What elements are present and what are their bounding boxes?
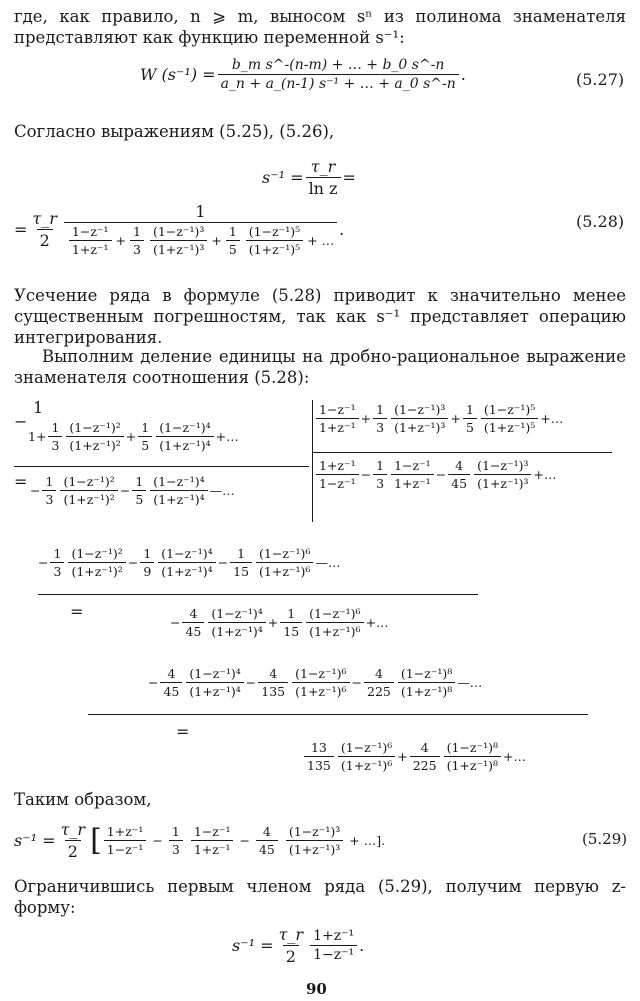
- div-frac-num: (1−z⁻¹)²: [71, 546, 123, 561]
- div-coef-den: 3: [48, 436, 62, 453]
- eq528-term3: [150, 224, 207, 257]
- div-plus: +: [125, 429, 137, 444]
- div-rule-2: [38, 594, 478, 595]
- div-r1-lead: 1+: [28, 429, 47, 444]
- eqfinal-lhs: s⁻¹ =: [232, 936, 274, 955]
- div-minus: −: [217, 555, 229, 570]
- div-frac-num: (1−z⁻¹)⁶: [340, 740, 393, 755]
- paragraph-thus: Таким образом,: [14, 790, 152, 809]
- eqfinal-period: .: [359, 936, 365, 955]
- div-frac-num: (1−z⁻¹)²: [63, 474, 115, 489]
- eq529-two: 2: [65, 840, 81, 861]
- div-coef-den: 45: [160, 682, 182, 699]
- div-plus: +: [397, 749, 408, 764]
- page-number: 90: [306, 980, 327, 998]
- equation-5-27: [140, 57, 466, 92]
- eq527-denominator: a_n + a_(n-1) s⁻¹ + … + a_0 s^-n: [218, 74, 459, 92]
- eqfinal-num: 1+z⁻¹: [313, 928, 355, 944]
- div-coef-den: 3: [50, 562, 64, 579]
- div-coef-den: 3: [373, 418, 387, 435]
- div-coef: 1: [376, 402, 385, 417]
- eq528-p3-den: (1+z⁻¹)³: [150, 240, 207, 257]
- paragraph-first-z-form: Ограничившись первым членом ряда (5.29), получим первую z-форму:: [14, 877, 626, 917]
- div-coef: 1: [141, 420, 150, 435]
- eq528-tau-frac: [29, 209, 60, 250]
- eq529-coef: 4: [262, 824, 271, 839]
- div-coef-den: 135: [304, 756, 334, 773]
- div-frac-num: (1−z⁻¹)⁴: [189, 666, 241, 681]
- div-divisor: [314, 402, 563, 435]
- eq528-series: [64, 222, 337, 257]
- div-minus: −: [245, 675, 257, 690]
- div-coef: 13: [310, 740, 327, 755]
- div-dots: +…: [533, 467, 557, 482]
- div-plus: +: [267, 615, 279, 630]
- div-coef: 4: [167, 666, 176, 681]
- div-coef: 4: [455, 458, 464, 473]
- div-coef: 1: [287, 606, 296, 621]
- div-frac-den: (1+z⁻¹)⁶: [256, 562, 313, 579]
- eq529-lhs: s⁻¹ =: [14, 831, 56, 850]
- eq528-dots: + …: [307, 233, 335, 248]
- div-divisor-bar: [312, 400, 313, 522]
- eq528-coef5: $\frac{1}{5}$: [226, 224, 240, 257]
- eq529-p3-num: (1−z⁻¹)³: [288, 824, 341, 839]
- div-coef-den: 15: [230, 562, 252, 579]
- div-dots: —…: [315, 555, 341, 570]
- eq528-coef3: $\frac{1}{3}$: [130, 224, 144, 257]
- div-frac-den: 1+z⁻¹: [316, 418, 359, 435]
- div-frac-num: (1−z⁻¹)⁴: [153, 474, 205, 489]
- eq528-tau: τ_r: [32, 209, 57, 228]
- div-coef-den: 3: [373, 474, 387, 491]
- div-minus: −: [38, 555, 49, 570]
- div-row2: [30, 474, 235, 507]
- eq528-one: 1: [195, 202, 206, 221]
- div-minus: −: [148, 675, 159, 690]
- div-frac-den: (1+z⁻¹)⁴: [158, 562, 215, 579]
- equation-5-29: [14, 820, 385, 861]
- eq528-equals: =: [14, 220, 28, 239]
- div-frac-den: (1+z⁻¹)⁵: [481, 418, 538, 435]
- div-coef: 1: [53, 546, 62, 561]
- eq529-t1-den: 1−z⁻¹: [104, 840, 147, 857]
- eq529-coef: 1: [171, 824, 180, 839]
- intro-text: где, как правило, n ⩾ m, выносом sⁿ из полинома знаменателя представляют как функцию переменной s⁻¹:: [14, 7, 626, 47]
- div-frac-den: 1−z⁻¹: [316, 474, 359, 491]
- eq529-left-bracket: [: [90, 822, 102, 858]
- eq527-numerator: b_m s^-(n-m) + … + b_0 s^-n: [231, 57, 445, 73]
- eq528top-numerator: τ_r: [310, 157, 336, 176]
- eq529-t2-den: 1+z⁻¹: [191, 840, 234, 857]
- div-coef: 1: [51, 420, 60, 435]
- div-dots: —…: [457, 675, 483, 690]
- div-frac-den: (1+z⁻¹)⁸: [398, 682, 455, 699]
- div-row4: [170, 606, 389, 639]
- paragraph-according: Согласно выражениям (5.25), (5.26),: [14, 122, 335, 141]
- eq528-term1: [69, 224, 112, 257]
- div-frac-num: (1−z⁻¹)⁸: [400, 666, 453, 681]
- div-coef-den: 225: [410, 756, 440, 773]
- div-frac-den: (1+z⁻¹)³: [391, 418, 448, 435]
- paragraph-division: Выполним деление единицы на дробно-рациональное выражение знаменателя соотношения (5.28):: [14, 347, 626, 387]
- eq527-label: (5.27): [576, 70, 625, 89]
- eq527-fraction: [218, 57, 459, 92]
- eq528-p3-num: (1−z⁻¹)³: [152, 224, 205, 239]
- eq529-label: (5.29): [582, 830, 628, 848]
- div-dots: +…: [365, 615, 389, 630]
- div-frac-den: (1+z⁻¹)⁴: [186, 682, 243, 699]
- div-frac-den: (1+z⁻¹)³: [474, 474, 531, 491]
- eq528-main-frac: [64, 202, 337, 257]
- div-dots: +…: [215, 429, 239, 444]
- div-coef: 1: [465, 402, 474, 417]
- eq528-term5: [246, 224, 303, 257]
- equation-final: [232, 925, 364, 966]
- div-frac-den: (1+z⁻¹)⁴: [150, 490, 207, 507]
- div-quotient: [314, 458, 556, 491]
- eq527-period: .: [460, 65, 466, 84]
- div-frac-den: (1+z⁻¹)²: [68, 562, 125, 579]
- div-minus: −: [170, 615, 181, 630]
- div-minus: −: [30, 483, 41, 498]
- equation-5-28: [14, 202, 344, 257]
- eq528top-fraction: [306, 157, 341, 198]
- div-dots: +…: [502, 749, 526, 764]
- div-minus: −: [360, 467, 372, 482]
- div-coef-den: 3: [42, 490, 56, 507]
- div-frac-den: (1+z⁻¹)²: [60, 490, 117, 507]
- eq528top-denominator: ln z: [306, 177, 341, 198]
- div-coef-den: 45: [448, 474, 470, 491]
- paragraph-truncation: Усечение ряда в формуле (5.28) приводит к значительно менее существенным погрешностям, так как s⁻¹ представляет операцию интегрирования.: [14, 286, 626, 347]
- eq528top-equals: =: [342, 168, 356, 187]
- div-coef: 4: [374, 666, 383, 681]
- div-coef-den: 9: [140, 562, 154, 579]
- div-coef: 4: [420, 740, 429, 755]
- div-dividend-one: 1: [33, 398, 44, 417]
- div-row1: [28, 420, 239, 453]
- paragraph-intro: [14, 6, 626, 48]
- div-coef-den: 45: [182, 622, 204, 639]
- div-frac-num: (1−z⁻¹)³: [477, 458, 529, 473]
- div-dots: +…: [540, 411, 564, 426]
- div-coef: 1: [143, 546, 152, 561]
- div-frac-den: (1+z⁻¹)²: [66, 436, 123, 453]
- div-frac-den: 1+z⁻¹: [391, 474, 434, 491]
- div-frac-den: (1+z⁻¹)⁸: [444, 756, 501, 773]
- eq528-p5-den: (1+z⁻¹)⁵: [246, 240, 303, 257]
- div-frac-num: (1−z⁻¹)⁵: [483, 402, 536, 417]
- eq528-t1-num: 1−z⁻¹: [71, 224, 109, 239]
- div-frac-num: 1+z⁻¹: [319, 458, 356, 473]
- div-frac-num: (1−z⁻¹)⁴: [161, 546, 213, 561]
- div-eq-3: =: [176, 722, 190, 741]
- div-frac-num: (1−z⁻¹)³: [394, 402, 446, 417]
- div-coef-den: 225: [364, 682, 394, 699]
- div-plus: +: [360, 411, 372, 426]
- eq529-t2-num: 1−z⁻¹: [193, 824, 231, 839]
- div-row5: [148, 666, 482, 699]
- eq528-label: (5.28): [576, 212, 625, 231]
- eq529-coef-den: 45: [256, 840, 278, 857]
- eq527-lhs: W (s⁻¹) =: [140, 65, 216, 84]
- div-coef-den: 5: [132, 490, 146, 507]
- div-plus: +: [450, 411, 461, 426]
- eq528-c5: 5: [226, 240, 240, 257]
- div-coef-den: 15: [280, 622, 302, 639]
- eq529-t1-num: 1+z⁻¹: [106, 824, 144, 839]
- div-frac-num: (1−z⁻¹)²: [69, 420, 121, 435]
- div-minus-1: −: [14, 412, 28, 431]
- eqfinal-den: 1−z⁻¹: [310, 945, 357, 963]
- div-row3: [38, 546, 340, 579]
- div-rule-1: [14, 466, 309, 467]
- div-coef: 1: [376, 458, 385, 473]
- eq528-t1-den: 1+z⁻¹: [69, 240, 112, 257]
- eq528-p5-num: (1−z⁻¹)⁵: [248, 224, 301, 239]
- div-frac-num: 1−z⁻¹: [319, 402, 356, 417]
- div-coef-den: 5: [138, 436, 152, 453]
- div-frac-num: (1−z⁻¹)⁴: [159, 420, 211, 435]
- div-minus: −: [435, 467, 447, 482]
- div-row6: [302, 740, 526, 773]
- eq528-plus: +: [115, 233, 127, 248]
- div-frac-num: (1−z⁻¹)⁶: [309, 606, 361, 621]
- div-frac-num: (1−z⁻¹)⁶: [259, 546, 311, 561]
- div-frac-den: (1+z⁻¹)⁶: [338, 756, 395, 773]
- eq528-period: .: [339, 220, 345, 239]
- equation-5-28-top: [262, 157, 356, 198]
- div-frac-num: 1−z⁻¹: [394, 458, 431, 473]
- div-coef: 4: [189, 606, 198, 621]
- div-frac-num: (1−z⁻¹)⁶: [295, 666, 347, 681]
- div-coef-den: 135: [258, 682, 288, 699]
- div-rule-divisor: [312, 452, 612, 453]
- eq528-two: 2: [37, 229, 53, 250]
- eqfinal-tau: τ_r: [278, 925, 304, 944]
- div-frac-den: (1+z⁻¹)⁶: [306, 622, 363, 639]
- div-frac-num: (1−z⁻¹)⁴: [211, 606, 263, 621]
- eq528top-lhs: s⁻¹ =: [262, 168, 304, 187]
- div-coef-den: 5: [463, 418, 477, 435]
- div-minus: −: [351, 675, 362, 690]
- div-coef: 1: [237, 546, 246, 561]
- div-minus: −: [127, 555, 139, 570]
- div-coef: 1: [45, 474, 54, 489]
- div-rule-3: [88, 714, 588, 715]
- div-frac-den: (1+z⁻¹)⁴: [156, 436, 213, 453]
- div-coef: 1: [135, 474, 144, 489]
- eqfinal-two: 2: [283, 945, 299, 966]
- eq528-plus: +: [211, 233, 222, 248]
- eq529-end: + …].: [349, 833, 386, 848]
- eq528-c3: 3: [130, 240, 144, 257]
- div-dots: —…: [209, 483, 235, 498]
- div-eq-1: =: [14, 472, 28, 491]
- div-minus: −: [119, 483, 131, 498]
- eq529-tau: τ_r: [60, 820, 86, 839]
- eq529-p3-den: (1+z⁻¹)³: [286, 840, 343, 857]
- div-frac-den: (1+z⁻¹)⁶: [292, 682, 349, 699]
- eq529-coef-den: 3: [169, 840, 183, 857]
- div-frac-num: (1−z⁻¹)⁸: [446, 740, 498, 755]
- eq529-series: $\frac{\text{1+z⁻¹}}{\text{1−z⁻¹}}$ − $\frac{1}{3}$ $\frac{\text{1−z⁻¹}}{\text{1+z⁻¹}}$ − $\frac{4}{45}$ $\frac{\text{(1−z⁻¹)³}}{\text{(1+z⁻¹)³}}$ + …].: [102, 824, 385, 857]
- div-frac-den: (1+z⁻¹)⁴: [208, 622, 265, 639]
- div-eq-2: =: [70, 602, 84, 621]
- div-coef: 4: [269, 666, 278, 681]
